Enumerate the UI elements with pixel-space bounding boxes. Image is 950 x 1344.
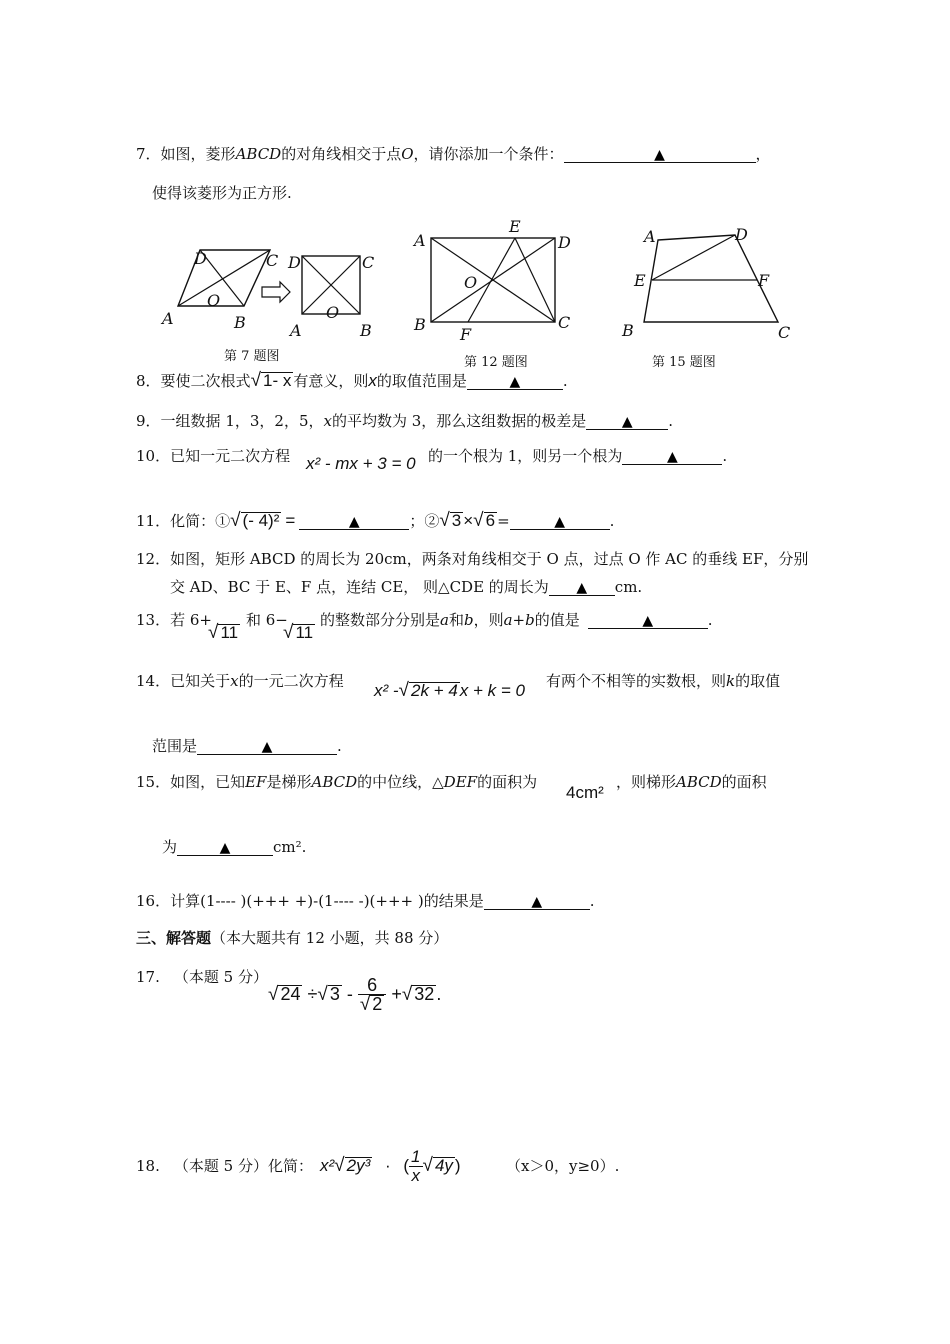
q14-text: 已知关于	[170, 672, 231, 690]
fig15-label-f: F	[758, 271, 770, 290]
q15-text: ，则梯形	[616, 773, 677, 791]
q13-answer-blank[interactable]	[588, 613, 708, 629]
q13-ab: a+b	[503, 611, 535, 629]
triangle-icon: ▲	[576, 580, 588, 596]
q12-line2	[170, 576, 642, 597]
q15-text: 的面积为	[477, 773, 538, 791]
radical-icon: √	[317, 983, 328, 1005]
q13-text: 的值是	[534, 611, 580, 629]
q12-text: 交 AD、BC 于 E、F 点，连结 CE， 则△CDE 的周长为	[170, 578, 549, 596]
q17-radicand-1: 24	[280, 983, 301, 1004]
q16-answer-blank[interactable]	[484, 894, 590, 910]
q8-text: 的取值范围是	[376, 372, 467, 390]
fig7-rhombus	[160, 249, 278, 332]
q10-line	[136, 445, 290, 466]
q17-expression	[268, 976, 441, 1014]
q11-answer-blank-2[interactable]	[510, 514, 610, 530]
q10-text: 的一个根为 1，则另一个根为	[428, 447, 623, 465]
radical-icon: √	[268, 983, 279, 1005]
q13-a: a	[440, 611, 449, 629]
q9-end: .	[668, 412, 674, 430]
q14-line2	[152, 735, 342, 756]
q13-text: 若 6+	[170, 611, 212, 629]
q13-text: ，则	[473, 611, 504, 629]
q13-radical-1	[208, 622, 240, 644]
q15-line2	[162, 836, 306, 857]
q14-text: 范围是	[152, 737, 198, 755]
fig7-label-b: B	[234, 313, 246, 332]
q11-line	[136, 510, 614, 532]
triangle-icon: ▲	[554, 514, 566, 530]
q14-text: 有两个不相等的实数根，则	[546, 672, 727, 690]
radical-icon: √	[334, 1154, 345, 1176]
q7-text: 如图，菱形	[160, 145, 236, 163]
q8-number: 8．	[136, 372, 161, 390]
q15-unit: cm².	[273, 838, 307, 856]
fig7-label-a: A	[162, 309, 174, 328]
q18-rparen: )	[454, 1155, 461, 1175]
q11-radicand: (- 4)²	[242, 511, 280, 530]
q9-text: 的平均数为 3，那么这组数据的极差是	[331, 412, 587, 430]
q15-line1-a	[136, 771, 537, 792]
q17-plus: +	[391, 983, 402, 1004]
section-3-note: （本大题共有 12 小题，共 88 分）	[211, 929, 449, 947]
q12-line1	[136, 548, 808, 569]
q13-line-b	[320, 609, 713, 630]
q15-text: 如图，已知	[170, 773, 246, 791]
q17-fraction	[358, 976, 386, 1014]
fig12-label-f: F	[460, 325, 472, 344]
fig7-caption: 第 7 题图	[224, 349, 280, 364]
q8-x: x	[368, 371, 377, 390]
q11-answer-blank-1[interactable]	[299, 514, 409, 530]
fig12-rectangle	[412, 217, 571, 344]
q13-text: 和	[448, 611, 464, 629]
fig15-trapezoid	[621, 225, 790, 342]
q13-and: 和 6−	[246, 611, 288, 629]
fig7-label-o: O	[207, 291, 221, 310]
fig12-label-o: O	[464, 273, 478, 292]
q7-text: 的对角线相交于点	[281, 145, 402, 163]
q17-frac-den	[358, 995, 386, 1014]
section-3-title: 三、解答题	[136, 929, 212, 947]
fig7-square	[287, 253, 374, 340]
q9-answer-blank[interactable]	[586, 414, 668, 430]
q7-text: ，	[755, 145, 771, 163]
q18-header	[136, 1155, 313, 1176]
q13-radicand-1: 11	[220, 623, 239, 642]
q11-text: 化简：①	[170, 512, 231, 530]
q8-text: 要使二次根式	[160, 372, 251, 390]
radical-icon: √	[230, 510, 241, 531]
figures-row	[150, 210, 810, 370]
q15-text: 的面积	[721, 773, 767, 791]
q8-radicand: 1- x	[263, 371, 292, 390]
q17-minus: -	[346, 983, 353, 1004]
q18-dot: ·	[384, 1155, 391, 1175]
q11-equals: =	[285, 511, 296, 530]
q18-radicand-2: 4y	[434, 1155, 453, 1175]
q12-text: 如图，矩形 ABCD 的周长为 20cm，两条对角线相交于 O 点，过点 O 作 AC 的垂线 EF，分别	[170, 550, 809, 568]
q7-number: 7．	[136, 145, 161, 163]
q10-line-b	[428, 445, 727, 466]
radical-icon: √	[208, 622, 219, 643]
q17-divide: ÷	[307, 983, 318, 1004]
radical-icon: √	[401, 983, 413, 1005]
fig12-label-b: B	[414, 315, 426, 334]
radical-icon: √	[359, 994, 371, 1015]
fig15-label-a: A	[644, 227, 656, 246]
q10-equation: x² - mx + 3 = 0	[306, 454, 416, 473]
q13-number: 13．	[136, 611, 171, 629]
q14-text: 的一元二次方程	[238, 672, 344, 690]
triangle-icon: ▲	[654, 147, 665, 163]
fig7-square-label-a: A	[290, 321, 302, 340]
q7-line1	[136, 143, 771, 164]
q15-answer-blank[interactable]	[177, 840, 273, 856]
q15-text: 是梯形	[266, 773, 312, 791]
q12-unit: cm.	[614, 578, 643, 596]
fig12-label-c: C	[558, 313, 571, 332]
q9-line	[136, 410, 673, 431]
q15-text: 的中位线，△	[357, 773, 444, 791]
q17-number: 17.	[136, 968, 160, 986]
fig12-caption: 第 12 题图	[464, 355, 528, 370]
q7-abcd: ABCD	[235, 145, 282, 163]
fig7-label-c: C	[266, 251, 279, 270]
q11-radicand-a: 3	[451, 511, 462, 530]
triangle-icon: ▲	[666, 449, 678, 465]
q18-fraction	[409, 1148, 422, 1185]
q16-line	[136, 890, 595, 911]
q18-points: （本题 5 分）化简：	[173, 1157, 313, 1175]
fig7-square-label-c: C	[362, 253, 375, 272]
fig12-label-e: E	[509, 217, 521, 236]
q14-k: k	[726, 672, 736, 690]
q11-text: ；②	[409, 512, 440, 530]
q17-frac-num: 6	[358, 976, 386, 995]
fig12-label-a: A	[414, 231, 426, 250]
q14-number: 14．	[136, 672, 171, 690]
q14-eq-b: x + k = 0	[459, 681, 525, 700]
q18-radicand-1: 2y³	[346, 1155, 371, 1175]
radical-icon: √	[283, 622, 294, 643]
q17-radicand-2: 3	[329, 983, 340, 1004]
q18-expression	[320, 1148, 461, 1185]
q17-points: （本题 5 分）	[173, 968, 268, 986]
q13-line	[136, 609, 212, 630]
q18-frac-num: 1	[411, 1147, 421, 1166]
q9-number: 9．	[136, 412, 161, 430]
q17-radicand-3: 32	[414, 983, 435, 1004]
q10-answer-blank[interactable]	[622, 449, 722, 465]
q11-times: ×	[463, 511, 474, 530]
q15-ef: EF	[245, 773, 267, 791]
q18-x-squared: x²	[320, 1155, 335, 1175]
q8-answer-blank[interactable]	[467, 374, 563, 390]
q7-answer-blank[interactable]	[564, 147, 756, 163]
triangle-icon: ▲	[261, 739, 273, 755]
q16-text: 计算(1---- )(+++ +)-(1---- -)(+++ )的结果是	[170, 892, 484, 910]
fig15-label-c: C	[778, 323, 791, 342]
q11-end: .	[609, 512, 615, 530]
section-3-heading	[136, 927, 448, 948]
q14-line1-b	[546, 670, 780, 691]
q17-header	[136, 966, 268, 987]
q12-number: 12．	[136, 550, 171, 568]
q8-line	[136, 370, 568, 392]
q14-eq-a: x² -	[374, 681, 399, 700]
q15-def: DEF	[443, 773, 478, 791]
q11-radicand-b: 6	[485, 511, 496, 530]
q18-number: 18.	[136, 1157, 160, 1175]
q15-number: 15．	[136, 773, 171, 791]
q14-answer-blank[interactable]	[197, 739, 337, 755]
q18-frac-den: x	[411, 1166, 421, 1185]
q12-answer-blank[interactable]	[549, 580, 615, 596]
triangle-icon: ▲	[642, 613, 654, 629]
q9-text: 一组数据 1，3，2，5，	[160, 412, 324, 430]
q15-text: 为	[162, 838, 178, 856]
q10-text: 已知一元二次方程	[170, 447, 291, 465]
fig7-square-label-o: O	[326, 303, 340, 322]
q13-text: 的整数部分分别是	[320, 611, 441, 629]
q14-text: 的取值	[735, 672, 781, 690]
triangle-icon: ▲	[348, 514, 360, 530]
q15-area: 4cm²	[566, 783, 604, 802]
q15-line1-b	[616, 771, 767, 792]
triangle-icon: ▲	[621, 414, 633, 430]
q14-x: x	[230, 672, 239, 690]
radical-icon: √	[439, 510, 450, 531]
q18-condition: （x＞0，y≥0）.	[506, 1157, 620, 1175]
q17-end: .	[436, 983, 442, 1004]
fig7-label-d: D	[194, 249, 207, 268]
q13-radicand-2: 11	[295, 623, 314, 642]
triangle-icon: ▲	[509, 374, 521, 390]
q7-text: ，请你添加一个条件：	[413, 145, 564, 163]
fig15-caption: 第 15 题图	[652, 355, 716, 370]
triangle-icon: ▲	[219, 840, 231, 856]
fig15-label-e: E	[634, 271, 646, 290]
q14-line1-a	[136, 670, 344, 691]
q10-number: 10．	[136, 447, 171, 465]
radical-icon: √	[473, 510, 484, 531]
q13-end: .	[707, 611, 713, 629]
q14-end: .	[337, 737, 342, 755]
q18-lparen: (	[403, 1155, 410, 1175]
q13-radical-2	[283, 622, 315, 644]
q9-x: x	[323, 412, 332, 430]
q11-equals-2: =	[497, 512, 510, 530]
q11-number: 11．	[136, 512, 171, 530]
triangle-icon: ▲	[531, 894, 543, 910]
q15-abcd-2: ABCD	[676, 773, 722, 791]
arrow-right-icon	[262, 282, 290, 302]
radical-icon: √	[422, 1154, 433, 1176]
fig7-square-label-b: B	[360, 321, 372, 340]
q8-text: 有意义，则	[293, 372, 369, 390]
q7-o: O	[401, 145, 414, 163]
q17-frac-den-radicand: 2	[372, 994, 383, 1014]
fig15-label-b: B	[622, 321, 634, 340]
fig7-square-label-d: D	[288, 253, 301, 272]
radical-icon: √	[250, 370, 261, 391]
fig15-label-d: D	[735, 225, 748, 244]
q10-end: .	[722, 447, 728, 465]
q8-end: .	[562, 372, 568, 390]
radical-icon: √	[398, 680, 409, 701]
q16-number: 16．	[136, 892, 171, 910]
q14-radicand: 2k + 4	[410, 681, 458, 700]
fig12-label-d: D	[558, 233, 571, 252]
q15-abcd: ABCD	[311, 773, 358, 791]
q7-line2: 使得该菱形为正方形.	[152, 184, 292, 202]
q13-b: b	[463, 611, 474, 629]
q14-equation	[374, 680, 525, 702]
q16-end: .	[589, 892, 595, 910]
